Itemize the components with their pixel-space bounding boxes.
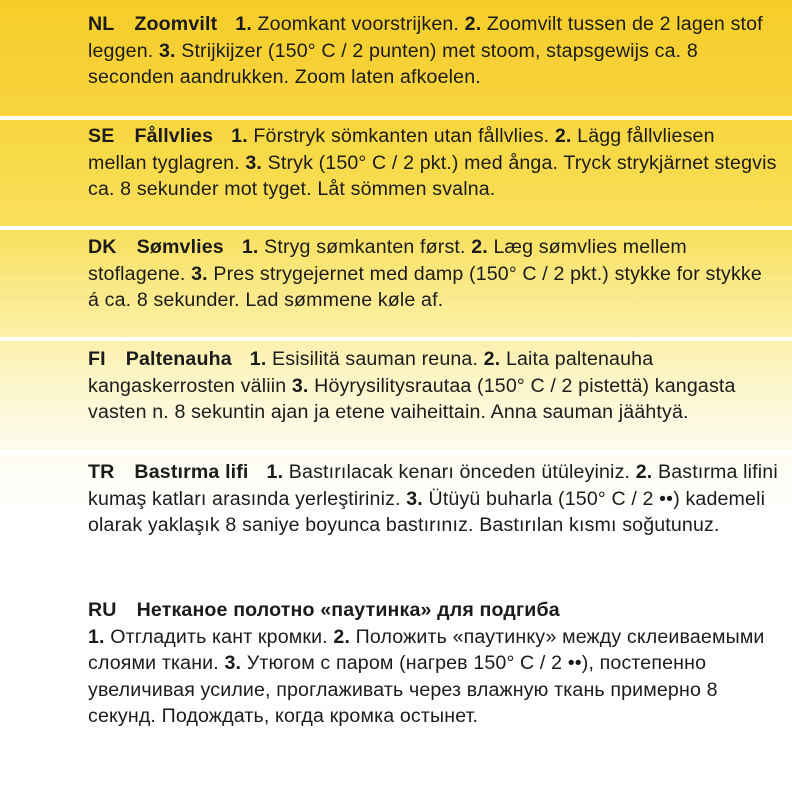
step-1-text: Zoomkant voorstrijken. (257, 13, 460, 35)
step-3-number: 3. (245, 151, 263, 174)
step-1-number: 1. (231, 125, 248, 147)
step-3-number: 3. (191, 262, 208, 285)
language-code: TR (88, 461, 115, 483)
section-text (88, 597, 778, 730)
language-code: SE (88, 125, 115, 147)
step-1-text: Förstryk sömkanten utan fållvlies. (253, 125, 550, 147)
section-text (88, 11, 778, 91)
product-title: Bastırma lifi (134, 461, 249, 483)
divider (0, 451, 792, 455)
language-code: FI (88, 348, 106, 370)
language-code: RU (88, 599, 117, 621)
step-1-number: 1. (249, 348, 267, 370)
step-2-text: Zoomvilt tussen de 2 lagen stof leggen. (88, 13, 763, 62)
step-1-number: 1. (88, 625, 105, 648)
step-2-number: 2. (635, 461, 653, 483)
section-text (88, 459, 778, 539)
step-2-text: Læg sømvlies mellem stoflagene. (88, 236, 687, 285)
step-3-number: 3. (406, 487, 423, 510)
step-2-number: 2. (333, 625, 351, 648)
section-fi (88, 346, 778, 426)
step-3-text: Ütüyü buharla (150° C / 2 ••) kademeli olarak yaklaşık 8 saniye boyunca bastırınız. Bastırılan kısmı soğutunuz. (88, 487, 766, 537)
section-text (88, 346, 778, 426)
section-text (88, 123, 778, 203)
divider (0, 116, 792, 120)
step-1-text: Отгладить кант кромки. (110, 625, 328, 648)
step-1-text: Esisilitä sauman reuna. (272, 348, 479, 370)
section-text (88, 234, 778, 314)
product-title: Sømvlies (136, 236, 224, 258)
product-title: Нетканое полотно «паутинка» для подгиба (136, 599, 560, 621)
step-1-text: Bastırılacak kenarı önceden ütüleyiniz. (288, 461, 631, 483)
step-1-text: Stryg sømkanten først. (264, 236, 466, 258)
product-title: Paltenauha (125, 348, 232, 370)
step-3-text: Утюгом с паром (нагрев 150° C / 2 ••), постепенно увеличивая усилие, проглаживать через влажную ткань примерно 8 секунд. Подождать, когда кромка остынет. (88, 652, 718, 728)
step-2-number: 2. (483, 348, 501, 370)
step-2-text: Laita paltenauha kangaskerrosten väliin (88, 348, 654, 397)
section-nl (88, 11, 778, 91)
section-tr (88, 459, 778, 539)
divider (0, 226, 792, 230)
section-dk (88, 234, 778, 314)
step-3-number: 3. (158, 39, 176, 62)
step-1-number: 1. (241, 236, 259, 258)
divider (0, 337, 792, 341)
step-3-number: 3. (224, 652, 242, 675)
step-2-text: Lägg fållvliesen mellan tyglagren. (88, 125, 715, 174)
product-title: Fållvlies (134, 125, 214, 147)
step-2-text: Bastırma lifini kumaş katları arasında yerleştiriniz. (88, 461, 778, 510)
step-3-text: Stryk (150° C / 2 pkt.) med ånga. Tryck strykjärnet stegvis ca. 8 sekunder mot tyget. Låt sömmen svalna. (88, 151, 777, 201)
section-ru (88, 597, 778, 730)
step-2-number: 2. (471, 236, 488, 258)
step-3-text: Pres strygejernet med damp (150° C / 2 pkt.) stykke for stykke á ca. 8 sekunder. Lad sømmene køle af. (88, 262, 762, 312)
language-code: NL (88, 13, 115, 35)
step-2-number: 2. (464, 13, 482, 35)
divider (0, 590, 792, 594)
step-3-text: Strijkijzer (150° C / 2 punten) met stoom, stapsgewijs ca. 8 seconden aandrukken. Zoom laten afkoelen. (88, 39, 698, 89)
step-2-number: 2. (554, 125, 572, 147)
step-3-text: Höyrysilitysrautaa (150° C / 2 pistettä) kangasta vasten n. 8 sekuntin ajan ja etene vaiheittain. Anna sauman jäähtyä. (88, 374, 736, 424)
step-2-text: Положить «паутинку» между склеиваемыми слоями ткани. (88, 625, 765, 675)
step-1-number: 1. (266, 461, 284, 483)
step-1-number: 1. (235, 13, 252, 35)
section-se (88, 123, 778, 203)
step-3-number: 3. (291, 374, 309, 397)
language-code: DK (88, 236, 117, 258)
product-title: Zoomvilt (134, 13, 218, 35)
